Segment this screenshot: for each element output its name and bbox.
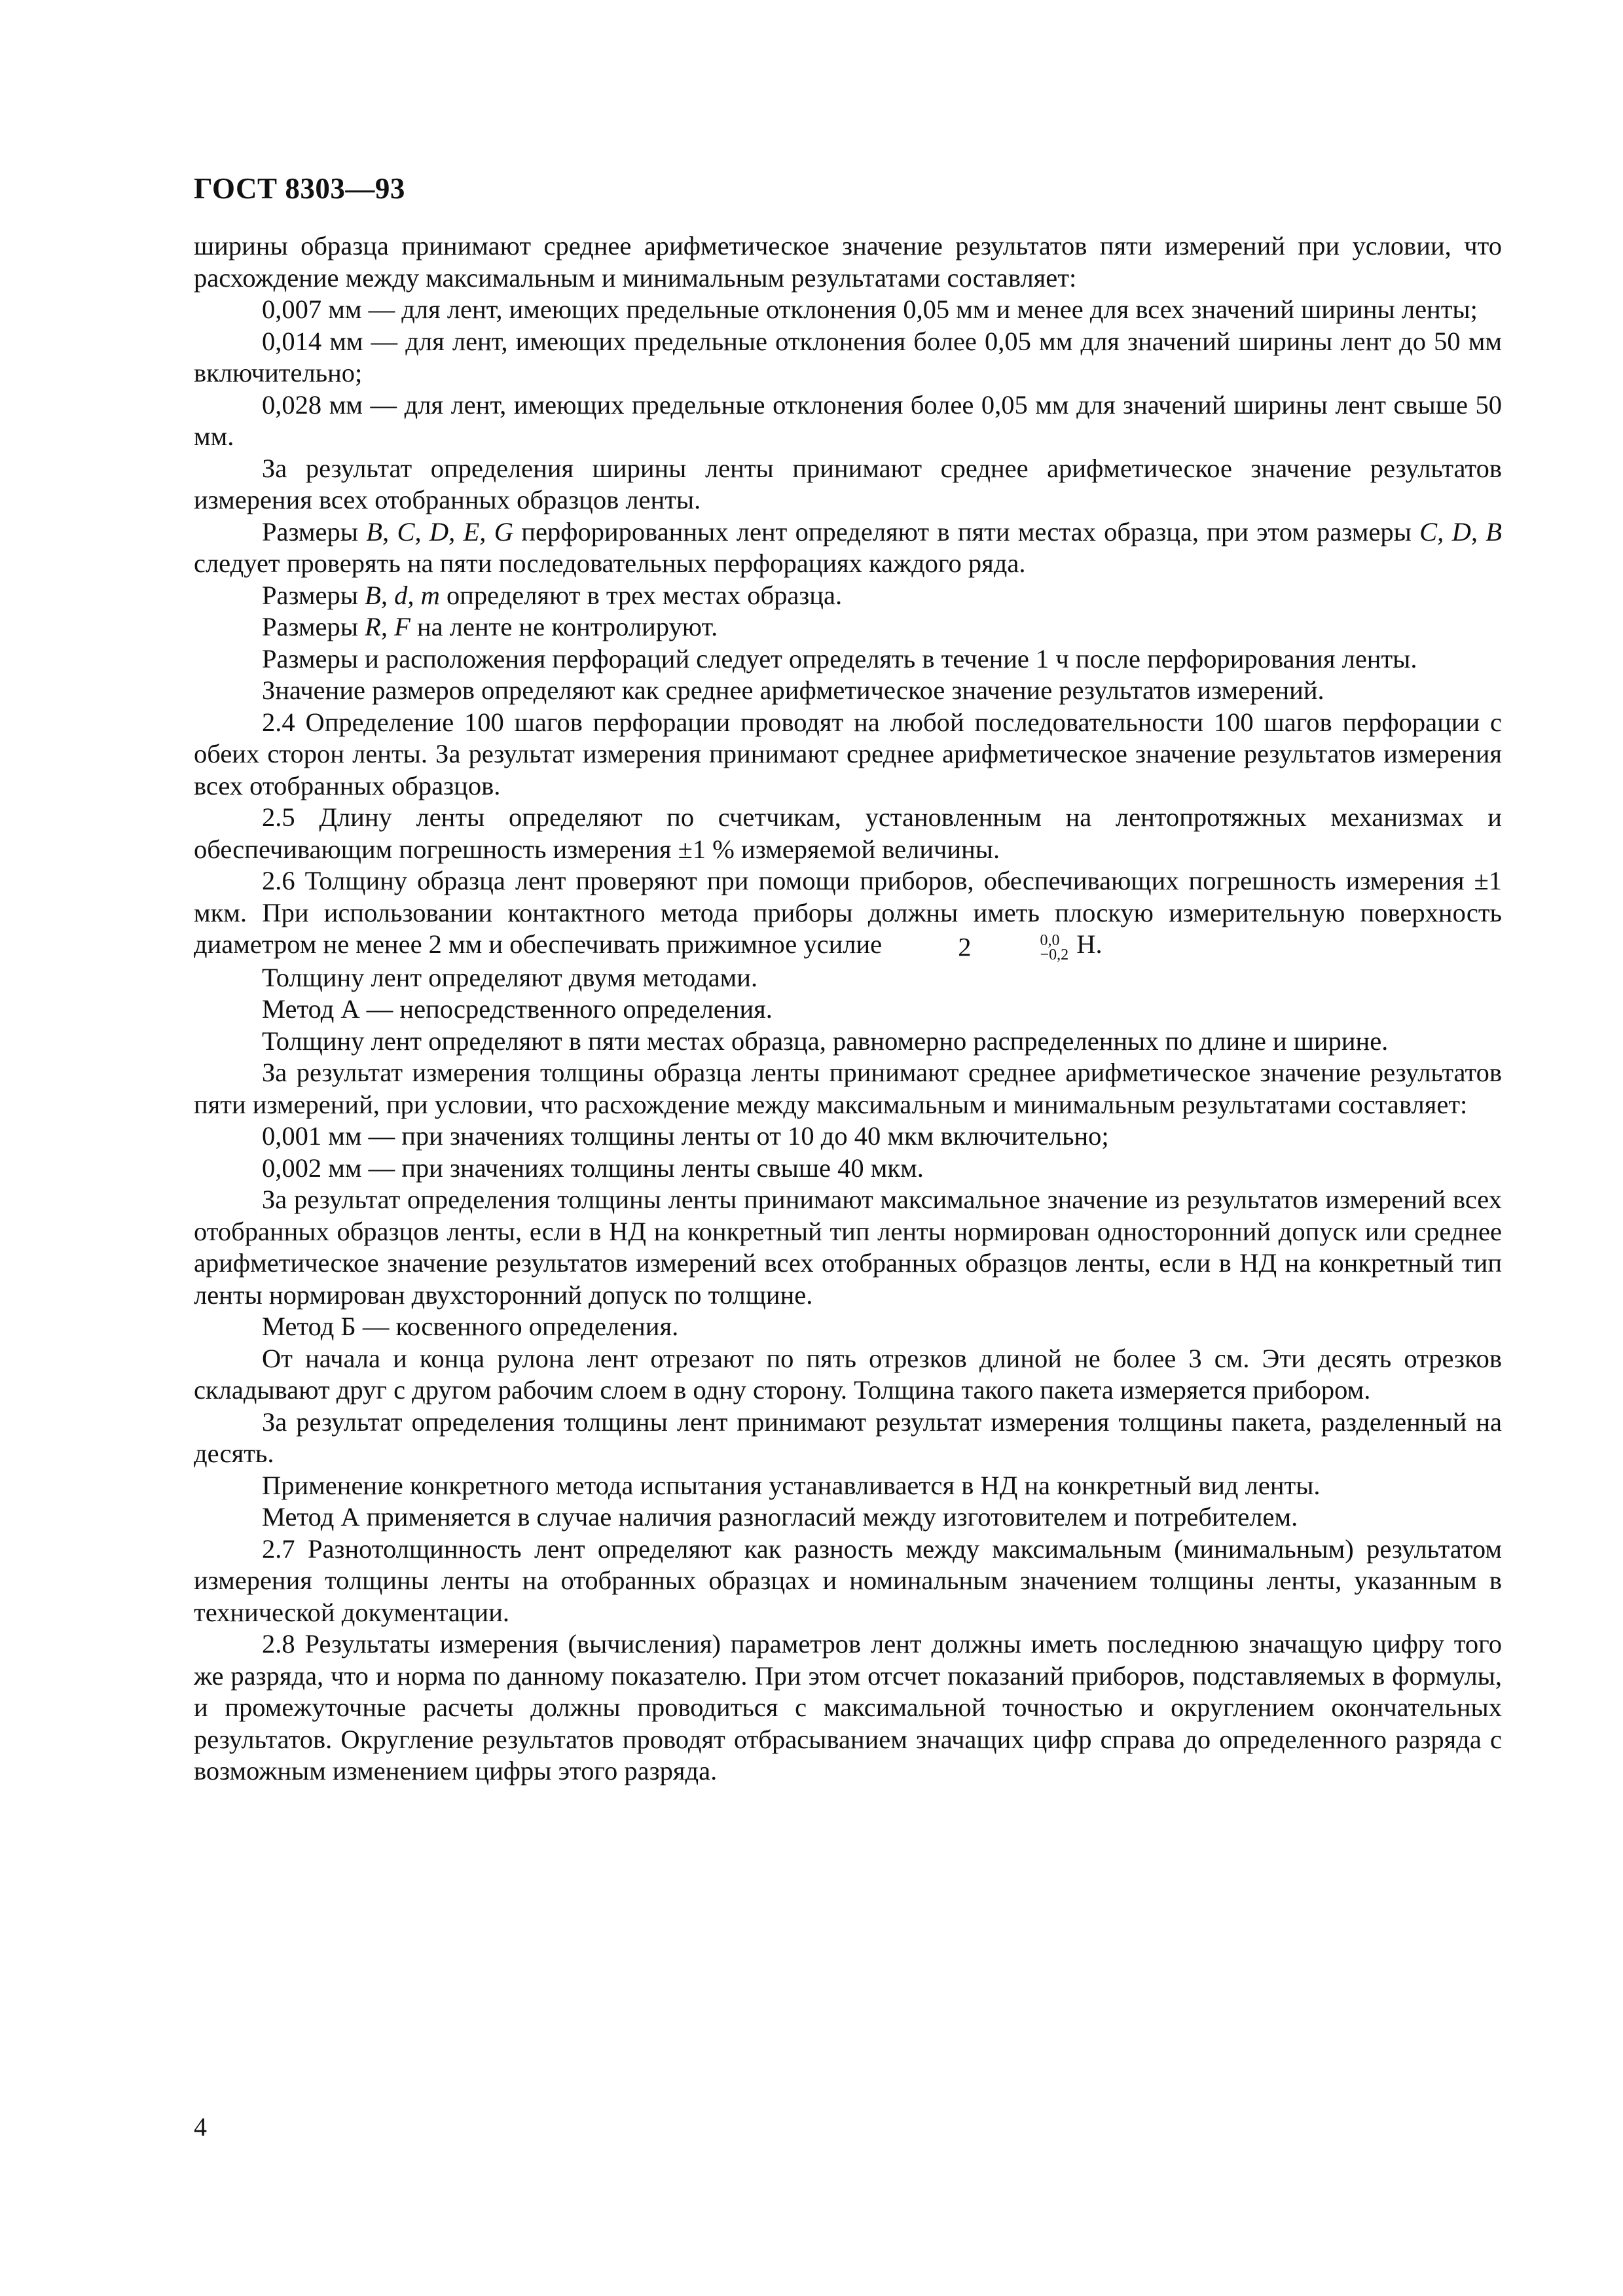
paragraph: Метод А применяется в случае наличия разногласий между изготовителем и потребителем.: [262, 1502, 1298, 1532]
paragraph: 0,002 мм — при значениях толщины ленты свыше 40 мкм.: [262, 1153, 924, 1183]
paragraph: 0,007 мм — для лент, имеющих предельные отклонения 0,05 мм и менее для всех значений ширины ленты;: [262, 295, 1478, 324]
paragraph: Толщину лент определяют в пяти местах образца, равномерно распределенных по длине и ширине.: [262, 1026, 1389, 1056]
text-run: определяют в трех местах образца.: [439, 580, 843, 610]
paragraph: [194, 865, 1502, 962]
paragraph: [194, 516, 1502, 580]
paragraph: Размеры и расположения перфораций следует определять в течение 1 ч после перфорирования ленты.: [262, 643, 1417, 673]
tolerance-base: 2: [958, 932, 972, 962]
paragraph: ширины образца принимают среднее арифметическое значение результатов пяти измерений при условии, что расхождение между максимальным и минимальным результатами составляет:: [194, 231, 1502, 293]
paragraph: 0,001 мм — при значениях толщины ленты от 10 до 40 мкм включительно;: [262, 1121, 1109, 1151]
tolerance-limits: [972, 933, 1069, 962]
paragraph: За результат определения ширины ленты принимают среднее арифметическое значение результатов измерения всех отобранных образцов ленты.: [194, 453, 1502, 514]
dimension-variables: C, D, B: [1419, 516, 1502, 547]
text-run: Размеры: [262, 612, 365, 641]
paragraph: За результат определения толщины лент принимают результат измерения толщины пакета, разделенный на десять.: [194, 1407, 1502, 1469]
text-run: перфорированных лент определяют в пяти местах образца, при этом размеры: [513, 516, 1420, 547]
paragraph: За результат определения толщины ленты принимают максимальное значение из результатов измерений всех отобранных образцов ленты, если в НД на конкретный тип ленты нормирован односторонний допуск или среднее арифметическое значение результатов измерений всех отобранных образцов ленты, если в НД на конкретный тип ленты нормирован двухсторонний допуск по толщине.: [194, 1185, 1502, 1310]
text-run: Н.: [1070, 929, 1103, 959]
paragraph: 2.7 Разнотолщинность лент определяют как разность между максимальным (минимальным) результатом измерения толщины ленты на отобранных образцах и номинальным значением толщины ленты, указанным в технической документации.: [194, 1534, 1502, 1627]
paragraph: За результат измерения толщины образца ленты принимают среднее арифметическое значение результатов пяти измерений, при условии, что расхождение между максимальным и минимальным результатами составляет:: [194, 1058, 1502, 1119]
paragraph: 2.4 Определение 100 шагов перфорации проводят на любой последовательности 100 шагов перфорации с обеих сторон ленты. За результат измерения принимают среднее арифметическое значение результатов измерения всех отобранных образцов.: [194, 707, 1502, 800]
dimension-variables: B, C, D, E, G: [366, 516, 513, 547]
dimension-variables: B, d, m: [365, 580, 440, 610]
text-run: 2.6 Толщину образца лент проверяют при помощи приборов, обеспечивающих погрешность измерения ±1 мкм. При использовании контактного метода приборы должны иметь плоскую измерительную поверхность диаметром не менее 2 мм и обеспечивать прижимное усилие: [194, 866, 1502, 959]
text-run: на ленте не контролируют.: [410, 612, 718, 641]
paragraph: Применение конкретного метода испытания устанавливается в НД на конкретный вид ленты.: [262, 1470, 1321, 1500]
paragraph: 0,014 мм — для лент, имеющих предельные отклонения более 0,05 мм для значений ширины лент до 50 мм включительно;: [194, 326, 1502, 387]
paragraph: 0,028 мм — для лент, имеющих предельные отклонения более 0,05 мм для значений ширины лент свыше 50 мм.: [194, 389, 1502, 451]
paragraph: Значение размеров определяют как среднее арифметическое значение результатов измерений.: [262, 675, 1324, 705]
tolerance-lower: −0,2: [1040, 946, 1069, 963]
paragraph: Метод Б — косвенного определения.: [262, 1312, 679, 1342]
page-number: 4: [194, 2112, 207, 2142]
tolerance-upper: 0,0: [1040, 931, 1060, 949]
paragraph: От начала и конца рулона лент отрезают по пять отрезков длиной не более 3 см. Эти десять отрезков складывают друг с другом рабочим слоем в одну сторону. Толщина такого пакета измеряется прибором.: [194, 1343, 1502, 1405]
document-header: ГОСТ 8303—93: [194, 172, 405, 205]
document-body: [194, 230, 1502, 1787]
text-run: следует проверять на пяти последовательных перфорациях каждого ряда.: [194, 548, 1026, 578]
paragraph: [194, 580, 1502, 612]
dimension-variables: R, F: [365, 612, 410, 641]
paragraph: Толщину лент определяют двумя методами.: [262, 962, 758, 992]
text-run: Размеры: [262, 516, 367, 547]
paragraph: 2.8 Результаты измерения (вычисления) параметров лент должны иметь последнюю значащую цифру того же разряда, что и норма по данному показателю. При этом отсчет показаний приборов, подставляемых в формулы, и промежуточные расчеты должны проводиться с максимальной точностью и округлением окончательных результатов. Округление результатов проводят отбрасыванием значащих цифр справа до определенного разряда с возможным изменением цифры этого разряда.: [194, 1629, 1502, 1786]
text-run: Размеры: [262, 580, 365, 610]
paragraph: Метод А — непосредственного определения.: [262, 994, 773, 1024]
tolerance-value: [890, 932, 1068, 962]
paragraph: 2.5 Длину ленты определяют по счетчикам, установленным на лентопротяжных механизмах и обеспечивающим погрешность измерения ±1 % измеряемой величины.: [194, 802, 1502, 864]
paragraph: [194, 611, 1502, 643]
